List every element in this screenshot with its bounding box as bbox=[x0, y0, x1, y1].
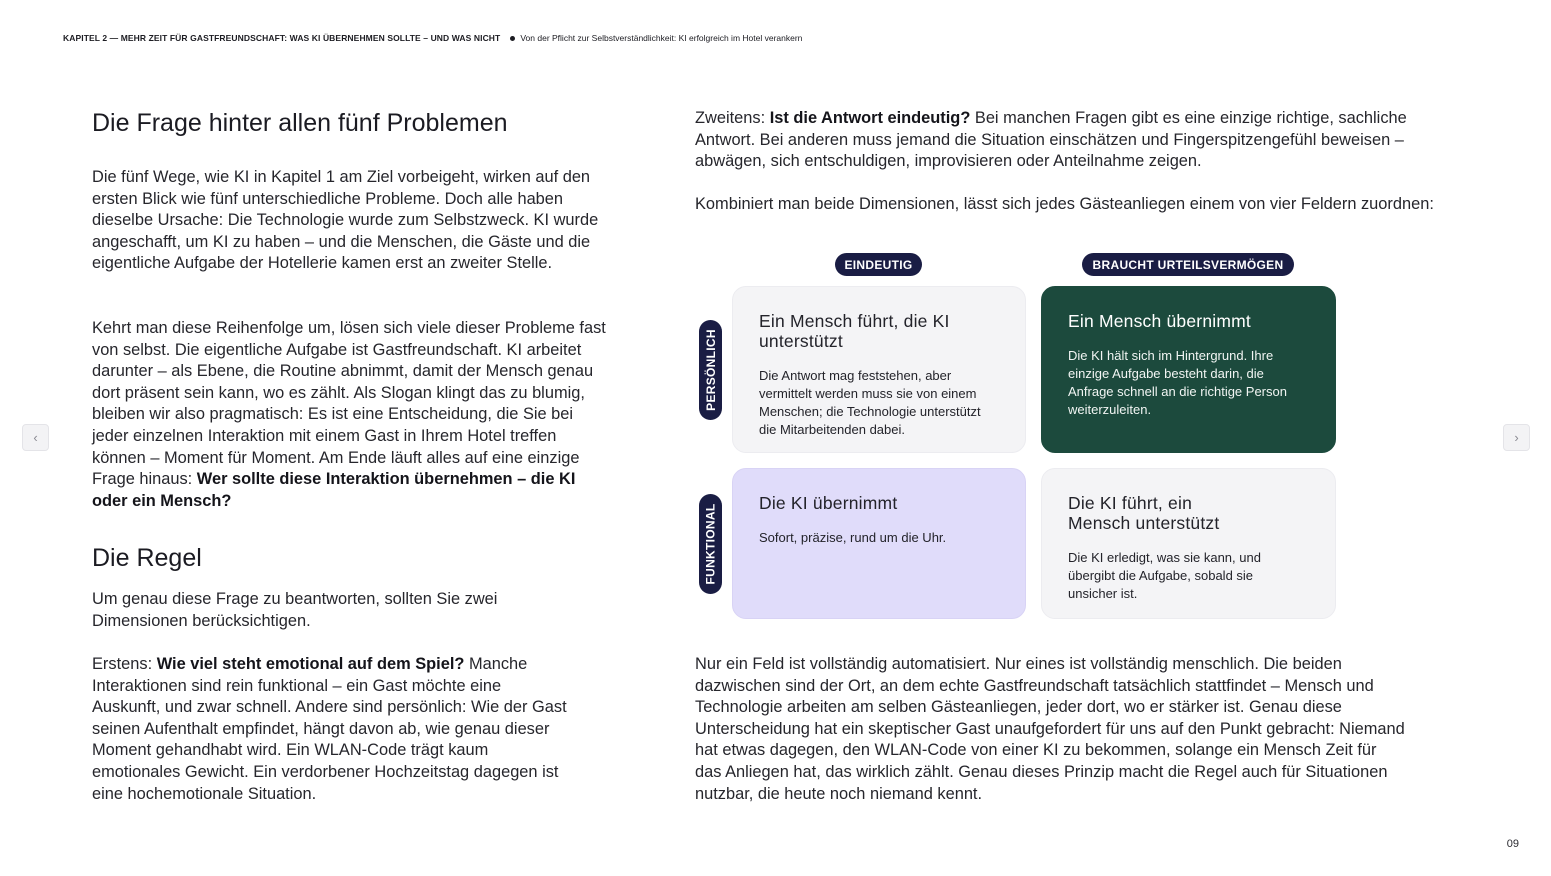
bullet-dot bbox=[510, 36, 515, 41]
previous-page-button[interactable] bbox=[22, 424, 49, 451]
running-header bbox=[63, 33, 802, 43]
paragraph-reihenfolge: Kehrt man diese Reihenfolge um, lösen sich viele dieser Probleme fast von selbst. Die eigentliche Aufgabe ist Gastfreundschaft. KI arbeitet darunter – als Ebene, die Routine abnimmt, damit der Mensch genau dort präsent sein kann, wo es zählt. Als Slogan klingt das zu blumig, bleiben wir also pragmatisch: Es ist eine Entscheidung, die Sie bei jeder einzelnen Interaktion mit einem Gast in Ihrem Hotel treffen können – Moment für Moment. Am Ende läuft alles auf eine einzige Frage hinaus: Wer sollte diese Interaktion übernehmen – die KI oder ein Mensch? bbox=[92, 319, 606, 510]
paragraph-intro: Die fünf Wege, wie KI in Kapitel 1 am Ziel vorbeigeht, wirken auf den ersten Blick wie fünf unterschiedliche Probleme. Doch alle haben dieselbe Ursache: Die Technologie wurde zum Selbstzweck. KI wurde angeschafft, um KI zu haben – und die Menschen, die Gäste und die eigentliche Aufgabe der Hotellerie kamen erst an zweiter Stelle. bbox=[92, 168, 599, 273]
matrix-cell-ki-fuehrt bbox=[1041, 468, 1336, 619]
row-label-persoenlich: PERSÖNLICH bbox=[699, 320, 722, 420]
section-heading-frage: Die Frage hinter allen fünf Problemen bbox=[92, 109, 508, 137]
cell-text: Sofort, präzise, rund um die Uhr. bbox=[759, 530, 947, 545]
cell-text: Die KI erledigt, was sie kann, und übergibt die Aufgabe, sobald sie unsicher ist. bbox=[1068, 550, 1261, 601]
matrix-cell-mensch-uebernimmt bbox=[1041, 286, 1336, 453]
chapter-subtitle: Von der Pflicht zur Selbstverständlichkeit: KI erfolgreich im Hotel verankern bbox=[520, 33, 803, 43]
chevron-left-icon: ‹ bbox=[33, 430, 38, 445]
cell-title: Ein Mensch führt, die KI unterstützt bbox=[759, 311, 950, 351]
paragraph-kombiniert: Kombiniert man beide Dimensionen, lässt sich jedes Gästeanliegen einem von vier Feldern zuordnen: bbox=[695, 195, 1434, 213]
section-heading-regel: Die Regel bbox=[92, 544, 202, 572]
chapter-title: KAPITEL 2 — MEHR ZEIT FÜR GASTFREUNDSCHAFT: WAS KI ÜBERNEHMEN SOLLTE – UND WAS NICHT bbox=[63, 33, 501, 43]
page-number: 09 bbox=[1506, 838, 1519, 850]
cell-title: Ein Mensch übernimmt bbox=[1068, 311, 1251, 331]
cell-title: Die KI führt, ein Mensch unterstützt bbox=[1068, 493, 1220, 533]
paragraph-zweitens: Zweitens: Ist die Antwort eindeutig? Bei manchen Fragen gibt es eine einzige richtige, sachliche Antwort. Bei anderen muss jemand die Situation einschätzen und Fingerspitzengefühl beweisen – abwägen, sich entschuldigen, improvisieren oder Anteilnahme zeigen. bbox=[695, 109, 1407, 171]
paragraph-erstens: Erstens: Wie viel steht emotional auf dem Spiel? Manche Interaktionen sind rein funktional – ein Gast möchte eine Auskunft, und zwar schnell. Andere sind persönlich: Wie der Gast seinen Aufenthalt empfindet, hängt davon ab, wie genau dieser Moment gehandhabt wird. Ein WLAN-Code trägt kaum emotionales Gewicht. Ein verdorbener Hochzeitstag dagegen ist eine hochemotionale Situation. bbox=[92, 655, 567, 803]
row-label-funktional: FUNKTIONAL bbox=[699, 494, 722, 594]
next-page-button[interactable] bbox=[1503, 424, 1530, 451]
cell-title: Die KI übernimmt bbox=[759, 493, 898, 513]
paragraph-dimensionen: Um genau diese Frage zu beantworten, sollten Sie zwei Dimensionen berücksichtigen. bbox=[92, 590, 498, 630]
paragraph-fazit: Nur ein Feld ist vollständig automatisiert. Nur eines ist vollständig menschlich. Die beiden dazwischen sind der Ort, an dem echte Gastfreundschaft tatsächlich stattfindet – Mensch und Technologie arbeiten am selben Gästeanliegen, jeder dort, wo er stärker ist. Genau diese Unterscheidung hat ein skeptischer Gast unaufgefordert für uns auf den Punkt gebracht: Niemand hat etwas dagegen, den WLAN-Code von einer KI zu bekommen, solange ein Mensch Zeit für das Anliegen hat, das wirklich zählt. Genau dieses Prinzip macht die Regel auch für Situationen nutzbar, die heute noch niemand kennt. bbox=[695, 655, 1405, 803]
cell-text: Die KI hält sich im Hintergrund. Ihre einzige Aufgabe besteht darin, die Anfrage schnell an die richtige Person weiterzuleiten. bbox=[1068, 348, 1287, 417]
matrix-cell-mensch-fuehrt bbox=[732, 286, 1026, 453]
column-label-eindeutig: EINDEUTIG bbox=[835, 253, 922, 276]
cell-text: Die Antwort mag feststehen, aber vermittelt werden muss sie von einem Menschen; die Technologie unterstützt die Mitarbeitenden dabei. bbox=[759, 368, 981, 437]
matrix-cell-ki-uebernimmt bbox=[732, 468, 1026, 619]
left-column bbox=[92, 108, 607, 803]
chevron-right-icon: › bbox=[1514, 430, 1519, 445]
key-question: Wer sollte diese Interaktion übernehmen – die KI oder ein Mensch? bbox=[92, 470, 576, 510]
column-label-urteilsvermoegen: BRAUCHT URTEILSVERMÖGEN bbox=[1082, 253, 1294, 276]
